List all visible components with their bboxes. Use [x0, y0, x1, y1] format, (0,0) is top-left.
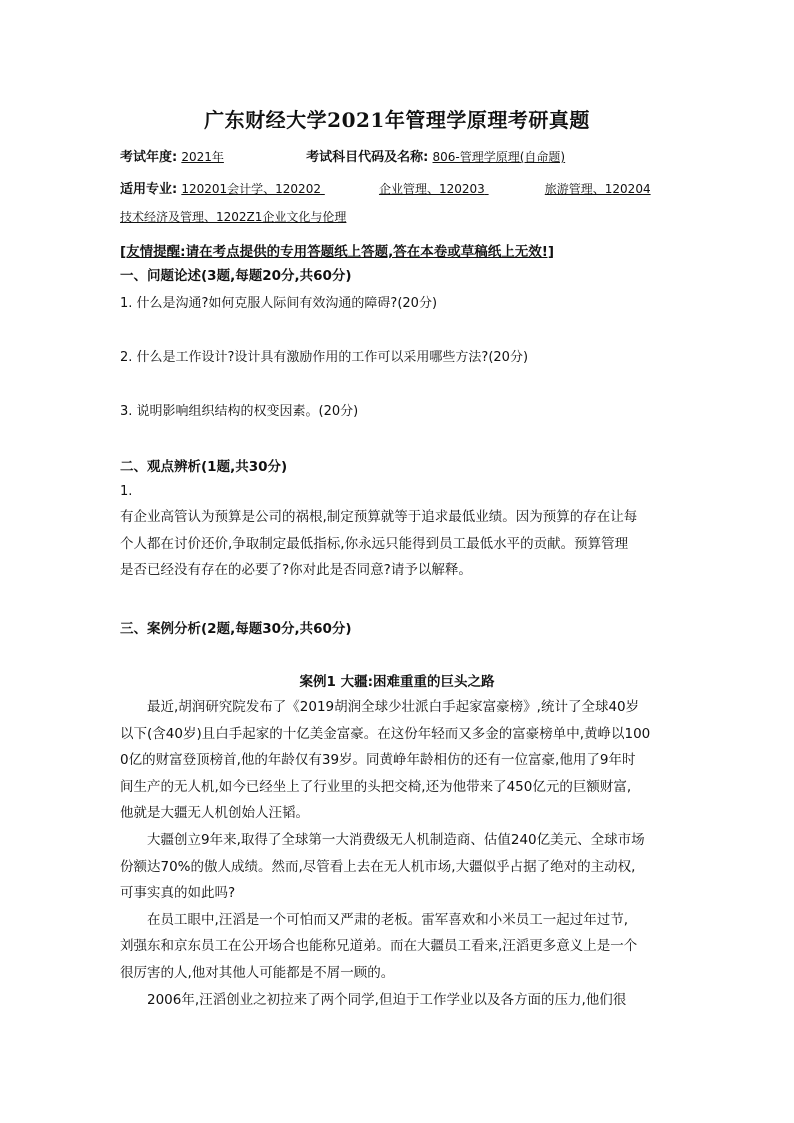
case-line: 他就是大疆无人机创始人汪韬。 [120, 805, 309, 822]
notice: [友情提醒:请在考点提供的专用答题纸上答题,答在本卷或草稿纸上无效!] [120, 244, 555, 260]
section1-heading: 一、问题论述(3题,每题20分,共60分) [120, 268, 352, 284]
case-line: 间生产的无人机,如今已经坐上了行业里的头把交椅,还为他带来了450亿元的巨额财富, [120, 778, 632, 795]
year-label: 考试年度: [120, 150, 178, 165]
case-line: 很厉害的人,他对其他人可能都是不屑一顾的。 [120, 964, 395, 981]
case-line: 2006年,汪滔创业之初拉来了两个同学,但迫于工作学业以及各方面的压力,他们很 [147, 991, 627, 1008]
case1-title: 案例1 大疆:困难重重的巨头之路 [299, 674, 495, 690]
year-value: 2021年 [181, 150, 224, 164]
statement-line: 有企业高管认为预算是公司的祸根,制定预算就等于追求最低业绩。因为预算的存在让每 [120, 509, 638, 525]
statement-line: 个人都在讨价还价,争取制定最低指标,你永远只能得到员工最低水平的贡献。预算管理 [120, 535, 629, 552]
major-label: 适用专业: [120, 182, 178, 197]
statement-line: 是否已经没有存在的必要了?你对此是否同意?请予以解释。 [120, 562, 472, 579]
subject-value: 806-管理学原理(自命题) [432, 150, 566, 164]
section2-heading: 二、观点辨析(1题,共30分) [120, 459, 288, 475]
section2-number: 1. [120, 484, 133, 499]
section3-heading: 三、案例分析(2题,每题30分,共60分) [120, 621, 352, 637]
case-line: 在员工眼中,汪滔是一个可怕而又严肃的老板。雷军喜欢和小米员工一起过年过节, [147, 911, 629, 928]
case-line: 0亿的财富登顶榜首,他的年龄仅有39岁。同黄峥年龄相仿的还有一位富豪,他用了9年时 [120, 752, 636, 769]
major-line1-c: 旅游管理、120204 [544, 182, 651, 196]
case-line: 份额达70%的傲人成绩。然而,尽管看上去在无人机市场,大疆似乎占据了绝对的主动权, [120, 858, 636, 875]
question-3: 3. 说明影响组织结构的权变因素。(20分) [120, 404, 359, 419]
meta-major-row [120, 178, 651, 197]
case-line: 大疆创立9年来,取得了全球第一大消费级无人机制造商、估值240亿美元、全球市场 [147, 831, 645, 848]
major-line1-a: 120201会计学、120202 [181, 182, 321, 196]
meta-major-row-2 [120, 208, 346, 225]
major-line1-b: 企业管理、120203 [378, 182, 485, 196]
question-2: 2. 什么是工作设计?设计具有激励作用的工作可以采用哪些方法?(20分) [120, 350, 529, 365]
case-line: 刘强东和京东员工在公开场合也能称兄道弟。而在大疆员工看来,汪滔更多意义上是一个 [120, 938, 638, 955]
case1-body [120, 694, 676, 1013]
major-line2: 技术经济及管理、1202Z1企业文化与伦理 [120, 210, 347, 224]
section2-statement [120, 504, 676, 584]
case-line: 可事实真的如此吗? [120, 885, 236, 902]
question-1: 1. 什么是沟通?如何克服人际间有效沟通的障碍?(20分) [120, 296, 438, 311]
page-title: 广东财经大学2021年管理学原理考研真题 [204, 108, 590, 132]
case-line: 最近,胡润研究院发布了《2019胡润全球少壮派白手起家富豪榜》,统计了全球40岁 [147, 699, 640, 715]
subject-label: 考试科目代码及名称: [306, 150, 429, 165]
meta-year-subject-row [120, 146, 565, 165]
case-line: 以下(含40岁)且白手起家的十亿美金富豪。在这份年轻而又多金的富豪榜单中,黄峥以100 [120, 725, 651, 742]
